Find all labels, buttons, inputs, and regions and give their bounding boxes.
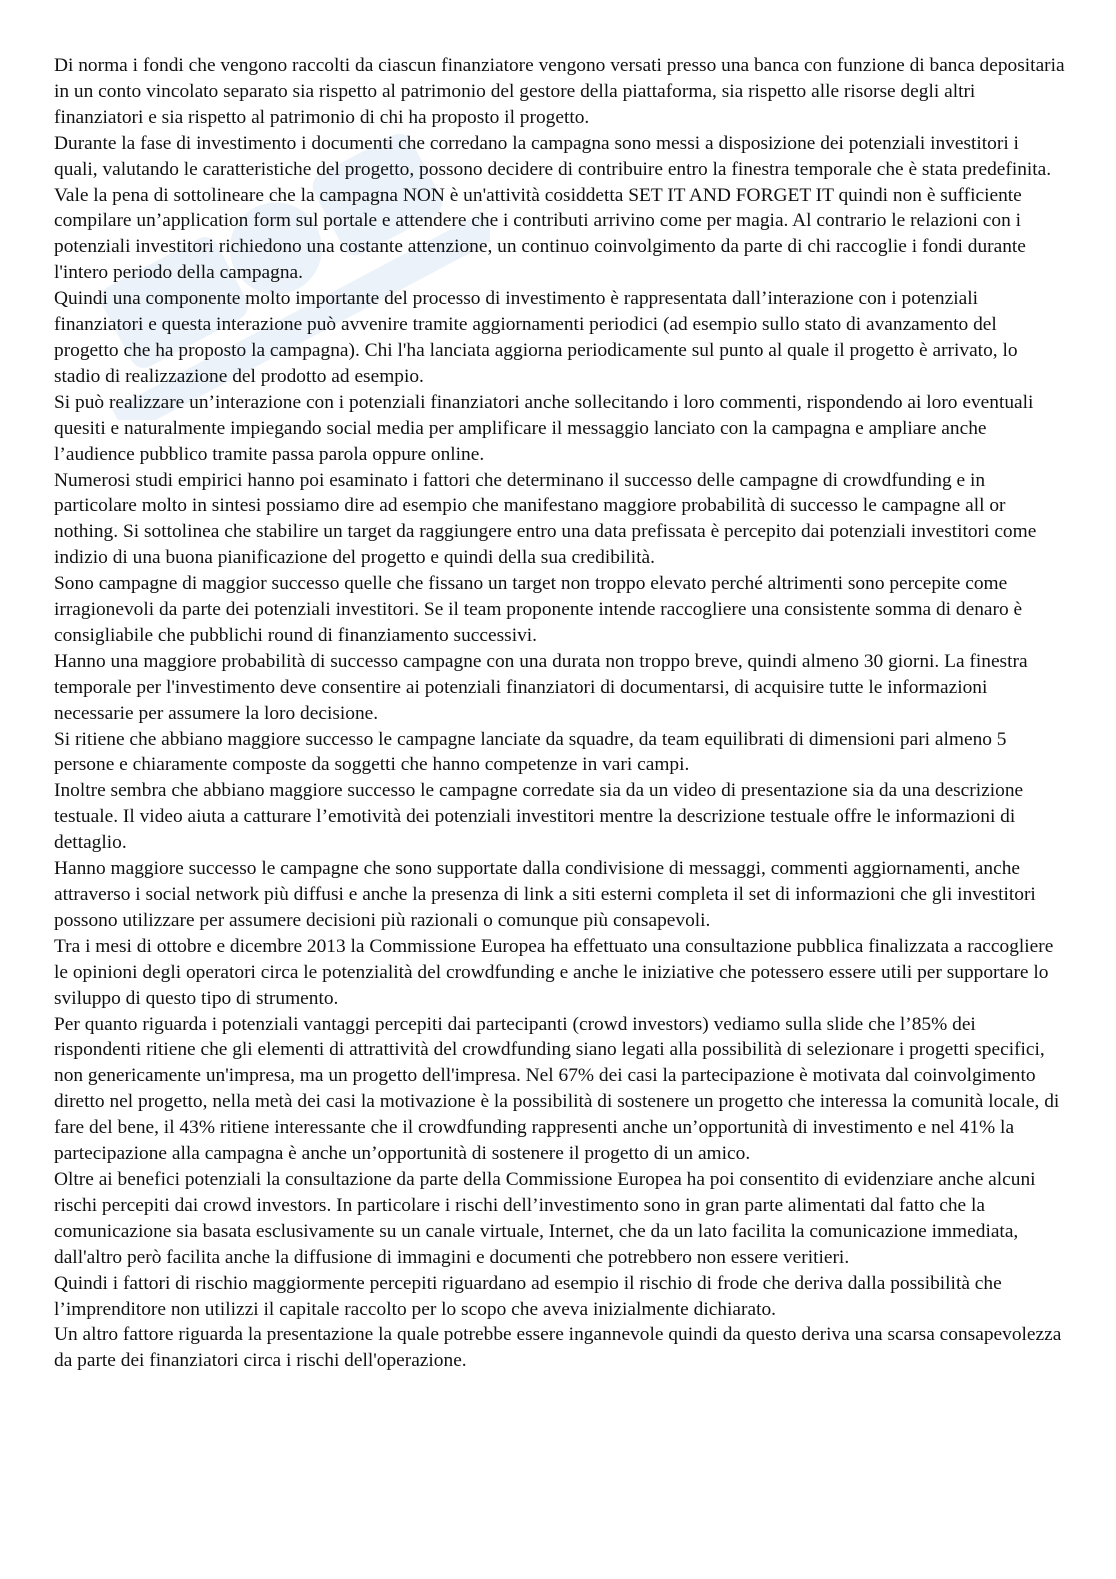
paragraph: Numerosi studi empirici hanno poi esaminato i fattori che determinano il successo delle campagne di crowdfunding e in particolare molto in sintesi possiamo dire ad esempio che manifestano maggiore probabilità di successo le campagne all or nothing. Si sottolinea che stabilire un target da raggiungere entro una data prefissata è percepito dai potenziali investitori come indizio di una buona pianificazione del progetto e quindi della sua credibilità.	[54, 469, 1037, 569]
paragraph: Sono campagne di maggior successo quelle che fissano un target non troppo elevato perché altrimenti sono percepite come irragionevoli da parte dei potenziali investitori. Se il team proponente intende raccogliere una consistente somma di denaro è consigliabile che pubblichi round di finanziamento successivi.	[54, 573, 1023, 646]
paragraph: Inoltre sembra che abbiano maggiore successo le campagne corredate sia da un video di presentazione sia da una descrizione testuale. Il video aiuta a catturare l’emotività dei potenziali investitori mentre la descrizione testuale offre le informazioni di dettaglio.	[54, 780, 1024, 854]
paragraph: Quindi una componente molto importante del processo di investimento è rappresentata dall’interazione con i potenziali finanziatori e questa interazione può avvenire tramite aggiornamenti periodici (ad esempio sullo stato di avanzamento del progetto che ha proposto la campagna). Chi l'ha lanciata aggiorna periodicamente sul punto al quale il progetto è arrivato, lo stadio di realizzazione del prodotto ad esempio.	[54, 288, 1018, 387]
document-body	[54, 53, 1066, 1374]
paragraph: Quindi i fattori di rischio maggiormente percepiti riguardano ad esempio il rischio di frode che deriva dalla possibilità che l’imprenditore non utilizzi il capitale raccolto per lo scopo che aveva inizialmente dichiarato.	[54, 1272, 1002, 1320]
paragraph: Hanno una maggiore probabilità di successo campagne con una durata non troppo breve, quindi almeno 30 giorni. La finestra temporale per l'investimento deve consentire ai potenziali finanziatori di documentarsi, di acquisire tutte le informazioni necessarie per assumere la loro decisione.	[54, 650, 1028, 724]
paragraph: Un altro fattore riguarda la presentazione la quale potrebbe essere ingannevole quindi da questo deriva una scarsa consapevolezza da parte dei finanziatori circa i rischi dell'operazione.	[54, 1324, 1062, 1372]
paragraph: Oltre ai benefici potenziali la consultazione da parte della Commissione Europea ha poi consentito di evidenziare anche alcuni rischi percepiti dai crowd investors. In particolare i rischi dell’investimento sono in gran parte alimentati dal fatto che la comunicazione sia basata esclusivamente su un canale virtuale, Internet, che da un lato facilita la comunicazione immediata, dall'altro però facilita anche la diffusione di immagini e documenti che potrebbero non essere veritieri.	[54, 1168, 1036, 1268]
paragraph: Durante la fase di investimento i documenti che corredano la campagna sono messi a disposizione dei potenziali investitori i quali, valutando le caratteristiche del progetto, possono decidere di contribuire entro la finestra temporale che è stata predefinita.	[54, 132, 1052, 180]
paragraph: Si può realizzare un’interazione con i potenziali finanziatori anche sollecitando i loro commenti, rispondendo ai loro eventuali quesiti e naturalmente impiegando social media per amplificare il messaggio lanciato con la campagna e ampliare anche l’audience pubblico tramite passa parola oppure online.	[54, 391, 1034, 465]
paragraph: Di norma i fondi che vengono raccolti da ciascun finanziatore vengono versati presso una banca con funzione di banca depositaria in un conto vincolato separato sia rispetto al patrimonio del gestore della piattaforma, sia rispetto alle risorse degli altri finanziatori e sia rispetto al patrimonio di chi ha proposto il progetto.	[54, 55, 1065, 128]
paragraph: Per quanto riguarda i potenziali vantaggi percepiti dai partecipanti (crowd investors) vediamo sulla slide che l’85% dei rispondenti ritiene che gli elementi di attrattività del crowdfunding siano legati alla possibilità di selezionare i progetti specifici, non genericamente un'impresa, ma un progetto dell'impresa. Nel 67% dei casi la partecipazione è motivata dal coinvolgimento diretto nel progetto, nella metà dei casi la motivazione è la possibilità di sostenere un progetto che interessa la comunità locale, di fare del bene, il 43% ritiene interessante che il crowdfunding rappresenti anche un’opportunità di investimento e nel 41% la partecipazione alla campagna è anche un’opportunità di sostenere il progetto di un amico.	[54, 1013, 1060, 1165]
paragraph: Vale la pena di sottolineare che la campagna NON è un'attività cosiddetta SET IT AND FORGET IT quindi non è sufficiente compilare un’application form sul portale e attendere che i contributi arrivino come per magia. Al contrario le relazioni con i potenziali investitori richiedono una costante attenzione, un continuo coinvolgimento da parte di chi raccoglie i fondi durante l'intero periodo della campagna.	[54, 184, 1026, 284]
paragraph: Tra i mesi di ottobre e dicembre 2013 la Commissione Europea ha effettuato una consultazione pubblica finalizzata a raccogliere le opinioni degli operatori circa le potenzialità del crowdfunding e anche le iniziative che potessero essere utili per supportare lo sviluppo di questo tipo di strumento.	[54, 935, 1054, 1009]
paragraph: Hanno maggiore successo le campagne che sono supportate dalla condivisione di messaggi, commenti aggiornamenti, anche attraverso i social network più diffusi e anche la presenza di link a siti esterni completa il set di informazioni che gli investitori possono utilizzare per assumere decisioni più razionali o comunque più consapevoli.	[54, 858, 1036, 931]
paragraph: Si ritiene che abbiano maggiore successo le campagne lanciate da squadre, da team equilibrati di dimensioni pari almeno 5 persone e chiaramente composte da soggetti che hanno competenze in vari campi.	[54, 728, 1007, 776]
